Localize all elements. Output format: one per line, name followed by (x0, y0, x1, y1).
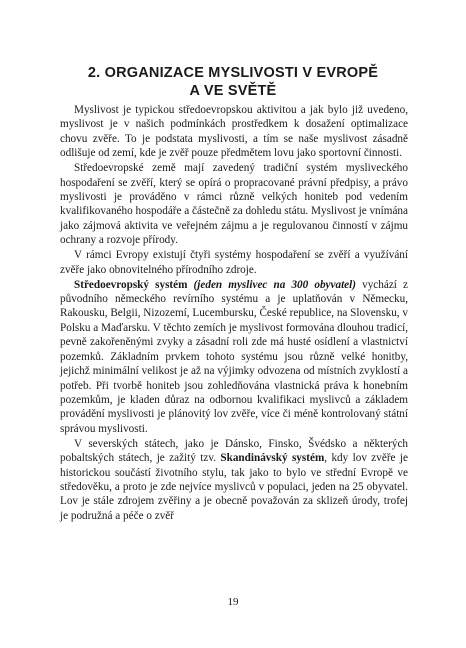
paragraph-5 (60, 437, 408, 523)
chapter-heading (60, 64, 406, 100)
paragraph-2: Středoevropské země mají zavedený tradiční systém mysliveckého hospodaření se zvěří, který se opírá o propracované právní předpisy, a právo myslivosti je prováděno v rámci různě velkých honiteb pod vedením kvalifikovaného hospodáře a částečně za dohledu státu. Myslivost je vnímána jako zájmová aktivita ve veřejném zájmu a je regulovanou činností v zájmu ochrany a rozvoje přírody. (60, 162, 408, 247)
paragraph-5-text-after: , kdy lov zvěře je historickou součástí životního stylu, tak jako to bylo ve střední Evropě ve středověku, a proto je zde nejvíce myslivců v populaci, jeden na 25 obyvatel. Lov je stále zdrojem zvěřiny a je obecně považován za sklizeň úrody, trofej je podružná a péče o zvěř (60, 452, 408, 522)
scandinavian-system-term: Skandinávský systém (220, 452, 325, 465)
central-european-system-term: Středoevropský systém (74, 278, 188, 291)
paragraph-4 (60, 278, 408, 436)
page-number: 19 (227, 596, 239, 608)
paragraph-4-text: vychází z původního německého revírního systému a je uplatňován v Německu, Rakousku, Belgii, Nizozemí, Lucembursku, České republice, na Slovensku, v Polsku a Maďarsku. V těchto zemích je myslivost formována dlouhou tradicí, pevně zakořeněnými zvyky a zásadní roli zde má husté osídlení a vlastnictví pozemků. Základním prvkem tohoto systému jsou různě velké honitby, jejichž minimální velikost je až na výjimky odvozena od místních zvyklostí a potřeb. Při tvorbě honiteb jsou zohledňována vlastnická práva k honebním pozemkům, je kladen důraz na odbornou kvalifikaci myslivců a základem provádění myslivosti je plánovitý lov zvěře, více či méně kontrolovaný státní správou myslivosti. (60, 278, 408, 435)
central-european-system-ratio: (jeden myslivec na 300 obyvatel) (187, 278, 356, 291)
chapter-heading-line-1: 2. ORGANIZACE MYSLIVOSTI V EVROPĚ (87, 65, 379, 81)
body-text (60, 103, 408, 523)
chapter-heading-line-2: A VE SVĚTĚ (189, 83, 277, 99)
paragraph-3: V rámci Evropy existují čtyři systémy hospodaření se zvěří a využívání zvěře jako obnovitelného přírodního zdroje. (60, 249, 408, 276)
paragraph-1: Myslivost je typickou středoevropskou aktivitou a jak bylo již uvedeno, myslivost je v našich podmínkách prostředkem k dosažení optimalizace chovu zvěře. To je podstata myslivosti, a tím se naše myslivost zásadně odlišuje od zemí, kde je zvěř pouze předmětem lovu jako sportovní činnosti. (60, 104, 408, 160)
paragraph-5-text-before: V severských státech, jako je Dánsko, Finsko, Švédsko a některých pobaltských státech, je zažitý tzv. (60, 437, 408, 465)
